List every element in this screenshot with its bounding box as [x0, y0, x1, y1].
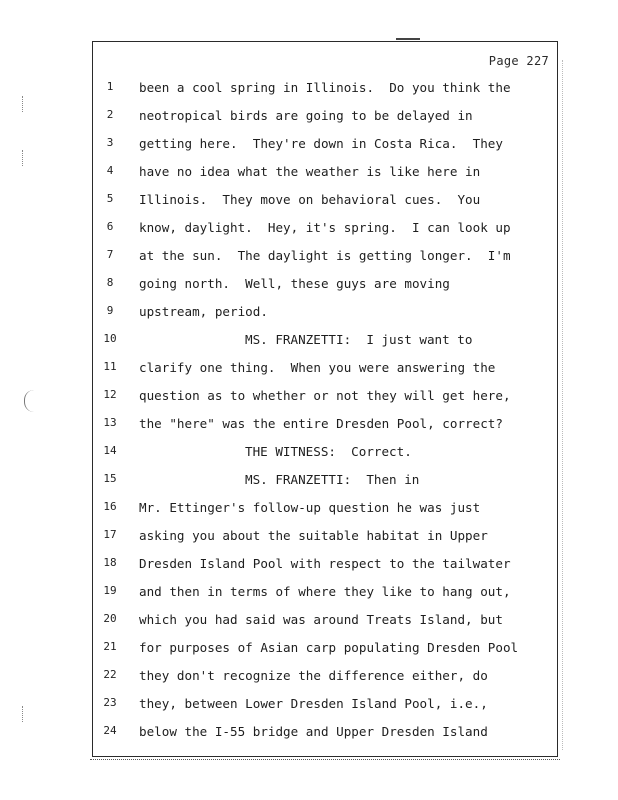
transcript-line [93, 416, 557, 438]
scan-mark [22, 96, 27, 112]
binder-mark [24, 390, 35, 412]
line-text: Illinois. They move on behavioral cues. You [139, 192, 481, 207]
line-text: Mr. Ettinger's follow-up question he was just [139, 500, 481, 515]
transcript-line [93, 500, 557, 522]
line-number: 18 [103, 556, 117, 569]
transcript-line [93, 528, 557, 550]
line-number: 13 [103, 416, 117, 429]
line-text: have no idea what the weather is like here in [139, 164, 481, 179]
line-text: MS. FRANZETTI: Then in [245, 472, 420, 487]
scan-mark [22, 150, 27, 166]
line-text: clarify one thing. When you were answering the [139, 360, 496, 375]
scan-mark [562, 60, 565, 750]
scan-mark [90, 759, 560, 762]
page-number: Page 227 [488, 54, 549, 68]
line-text: know, daylight. Hey, it's spring. I can look up [139, 220, 511, 235]
line-number: 7 [106, 248, 114, 261]
transcript-line [93, 248, 557, 270]
line-text: and then in terms of where they like to hang out, [139, 584, 511, 599]
line-text: getting here. They're down in Costa Rica. They [139, 136, 503, 151]
line-number: 10 [103, 332, 117, 345]
transcript-line [93, 108, 557, 130]
line-number: 11 [103, 360, 117, 373]
line-text: which you had said was around Treats Island, but [139, 612, 503, 627]
line-number: 19 [103, 584, 117, 597]
line-text: THE WITNESS: Correct. [245, 444, 412, 459]
line-text: question as to whether or not they will get here, [139, 388, 511, 403]
transcript-line [93, 724, 557, 746]
transcript-line [93, 192, 557, 214]
line-number: 21 [103, 640, 117, 653]
line-number: 22 [103, 668, 117, 681]
transcript-line [93, 136, 557, 158]
transcript-line [93, 472, 557, 494]
line-text: they, between Lower Dresden Island Pool, i.e., [139, 696, 488, 711]
line-number: 16 [103, 500, 117, 513]
line-number: 1 [106, 80, 114, 93]
transcript-line [93, 276, 557, 298]
line-number: 15 [103, 472, 117, 485]
line-number: 9 [106, 304, 114, 317]
transcript-line [93, 164, 557, 186]
transcript-line [93, 696, 557, 718]
transcript-line [93, 584, 557, 606]
line-text: the "here" was the entire Dresden Pool, correct? [139, 416, 503, 431]
line-number: 20 [103, 612, 117, 625]
transcript-line [93, 304, 557, 326]
line-text: been a cool spring in Illinois. Do you think the [139, 80, 511, 95]
line-text: neotropical birds are going to be delayed in [139, 108, 473, 123]
line-number: 6 [106, 220, 114, 233]
line-number: 24 [103, 724, 117, 737]
line-text: going north. Well, these guys are moving [139, 276, 450, 291]
transcript-line [93, 220, 557, 242]
transcript-line [93, 556, 557, 578]
line-number: 3 [106, 136, 114, 149]
transcript-line [93, 444, 557, 466]
line-number: 4 [106, 164, 114, 177]
line-text: at the sun. The daylight is getting longer. I'm [139, 248, 511, 263]
line-text: below the I-55 bridge and Upper Dresden Island [139, 724, 488, 739]
transcript-line [93, 332, 557, 354]
transcript-line [93, 612, 557, 634]
line-text: Dresden Island Pool with respect to the tailwater [139, 556, 511, 571]
transcript-line [93, 640, 557, 662]
line-text: MS. FRANZETTI: I just want to [245, 332, 473, 347]
transcript-line [93, 668, 557, 690]
line-text: they don't recognize the difference either, do [139, 668, 488, 683]
line-number: 12 [103, 388, 117, 401]
line-number: 5 [106, 192, 114, 205]
transcript-line [93, 388, 557, 410]
line-number: 17 [103, 528, 117, 541]
line-text: upstream, period. [139, 304, 268, 319]
line-number: 14 [103, 444, 117, 457]
transcript-line [93, 360, 557, 382]
scan-mark [396, 38, 420, 40]
transcript-page [92, 41, 558, 757]
line-text: asking you about the suitable habitat in Upper [139, 528, 488, 543]
scan-mark [22, 706, 27, 722]
transcript-line [93, 80, 557, 102]
line-number: 2 [106, 108, 114, 121]
line-number: 8 [106, 276, 114, 289]
line-number: 23 [103, 696, 117, 709]
line-text: for purposes of Asian carp populating Dresden Pool [139, 640, 519, 655]
